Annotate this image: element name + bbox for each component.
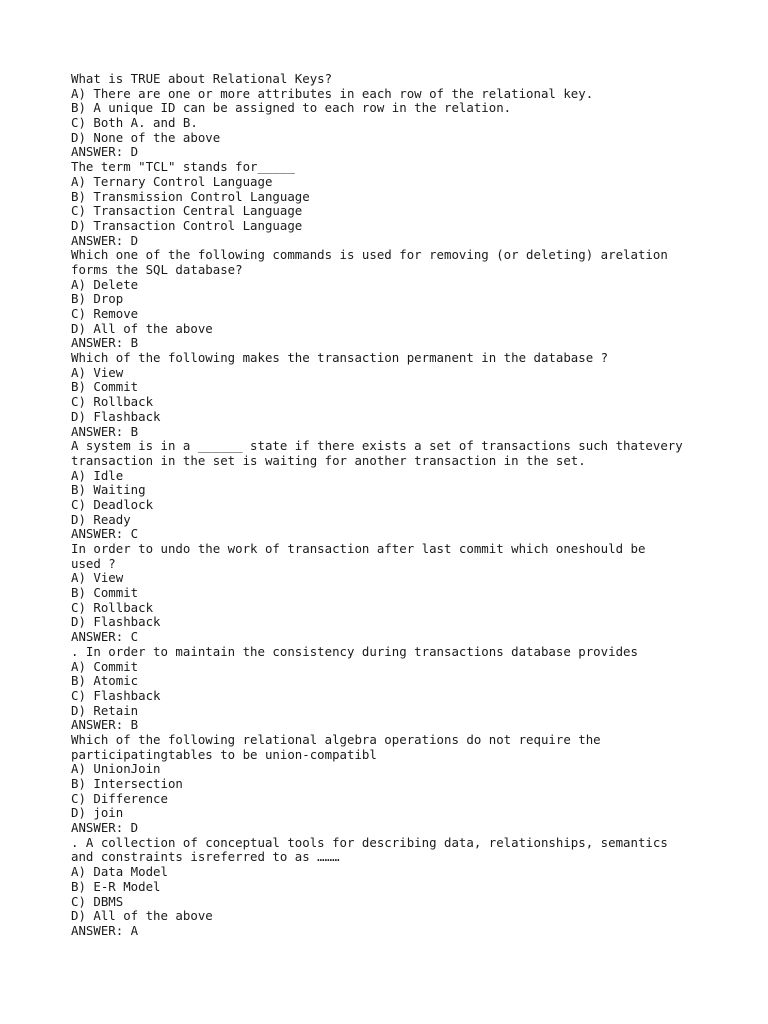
option-8a: A) UnionJoin (71, 761, 161, 777)
option-3d: D) All of the above (71, 320, 213, 336)
question-5-line-2: transaction in the set is waiting for another transaction in the set. (71, 452, 586, 468)
document-page (71, 72, 711, 939)
option-9b: B) E-R Model (71, 878, 161, 894)
option-9a: A) Data Model (71, 864, 168, 880)
option-1c: C) Both A. and B. (71, 115, 198, 131)
option-3c: C) Remove (71, 306, 139, 321)
question-6-line-1: In order to undo the work of transaction after last commit which oneshould be (71, 541, 646, 556)
answer-4: ANSWER: B (71, 423, 139, 439)
option-7a: A) Commit (71, 658, 139, 674)
answer-1: ANSWER: D (71, 144, 139, 160)
option-1d: D) None of the above (71, 129, 221, 145)
option-7b: B) Atomic (71, 673, 139, 689)
question-8-line-1: Which of the following relational algebra operations do not require the (71, 731, 601, 747)
question-2: The term "TCL" stands for_____ (71, 159, 295, 175)
question-9-line-2: and constraints isreferred to as ……… (71, 849, 340, 865)
question-4: Which of the following makes the transaction permanent in the database ? (71, 350, 609, 366)
option-4b: B) Commit (71, 379, 139, 395)
option-5c: C) Deadlock (71, 496, 154, 512)
option-5d: D) Ready (71, 511, 131, 527)
question-9-line-1: . A collection of conceptual tools for describing data, relationships, semantics (71, 834, 668, 850)
option-6d: D) Flashback (71, 614, 161, 630)
option-6c: C) Rollback (71, 599, 154, 615)
answer-5: ANSWER: C (71, 526, 139, 542)
option-7c: C) Flashback (71, 687, 161, 703)
option-1a: A) There are one or more attributes in each row of the relational key. (71, 85, 594, 101)
option-5a: A) Idle (71, 467, 124, 483)
option-2a: A) Ternary Control Language (71, 173, 273, 189)
question-7: . In order to maintain the consistency during transactions database provides (71, 643, 638, 659)
question-3-line-1: Which one of the following commands is used for removing (or deleting) arelation (71, 247, 668, 263)
question-3-line-2: forms the SQL database? (71, 261, 243, 277)
option-3a: A) Delete (71, 276, 139, 292)
answer-2: ANSWER: D (71, 232, 139, 248)
option-9c: C) DBMS (71, 893, 124, 909)
option-8b: B) Intersection (71, 776, 183, 791)
option-9d: D) All of the above (71, 908, 213, 924)
option-1b: B) A unique ID can be assigned to each row in the relation. (71, 100, 512, 116)
option-5b: B) Waiting (71, 482, 146, 498)
option-4c: C) Rollback (71, 394, 154, 410)
option-8c: C) Difference (71, 790, 168, 806)
question-5-line-1: A system is in a ______ state if there exists a set of transactions such thatevery (71, 438, 683, 454)
option-4d: D) Flashback (71, 408, 161, 424)
option-7d: D) Retain (71, 702, 139, 718)
answer-3: ANSWER: B (71, 335, 139, 351)
question-6-line-2: used ? (71, 555, 116, 571)
option-2d: D) Transaction Control Language (71, 217, 303, 233)
answer-6: ANSWER: C (71, 629, 139, 645)
answer-9: ANSWER: A (71, 922, 139, 938)
option-6a: A) View (71, 570, 124, 586)
question-8-line-2: participatingtables to be union-compatibl (71, 746, 377, 762)
option-3b: B) Drop (71, 291, 124, 307)
answer-7: ANSWER: B (71, 717, 139, 733)
question-1: What is TRUE about Relational Keys? (71, 71, 333, 86)
answer-8: ANSWER: D (71, 820, 139, 836)
option-4a: A) View (71, 364, 124, 380)
option-2c: C) Transaction Central Language (71, 203, 303, 219)
option-2b: B) Transmission Control Language (71, 188, 310, 204)
option-8d: D) join (71, 805, 124, 821)
option-6b: B) Commit (71, 585, 139, 601)
